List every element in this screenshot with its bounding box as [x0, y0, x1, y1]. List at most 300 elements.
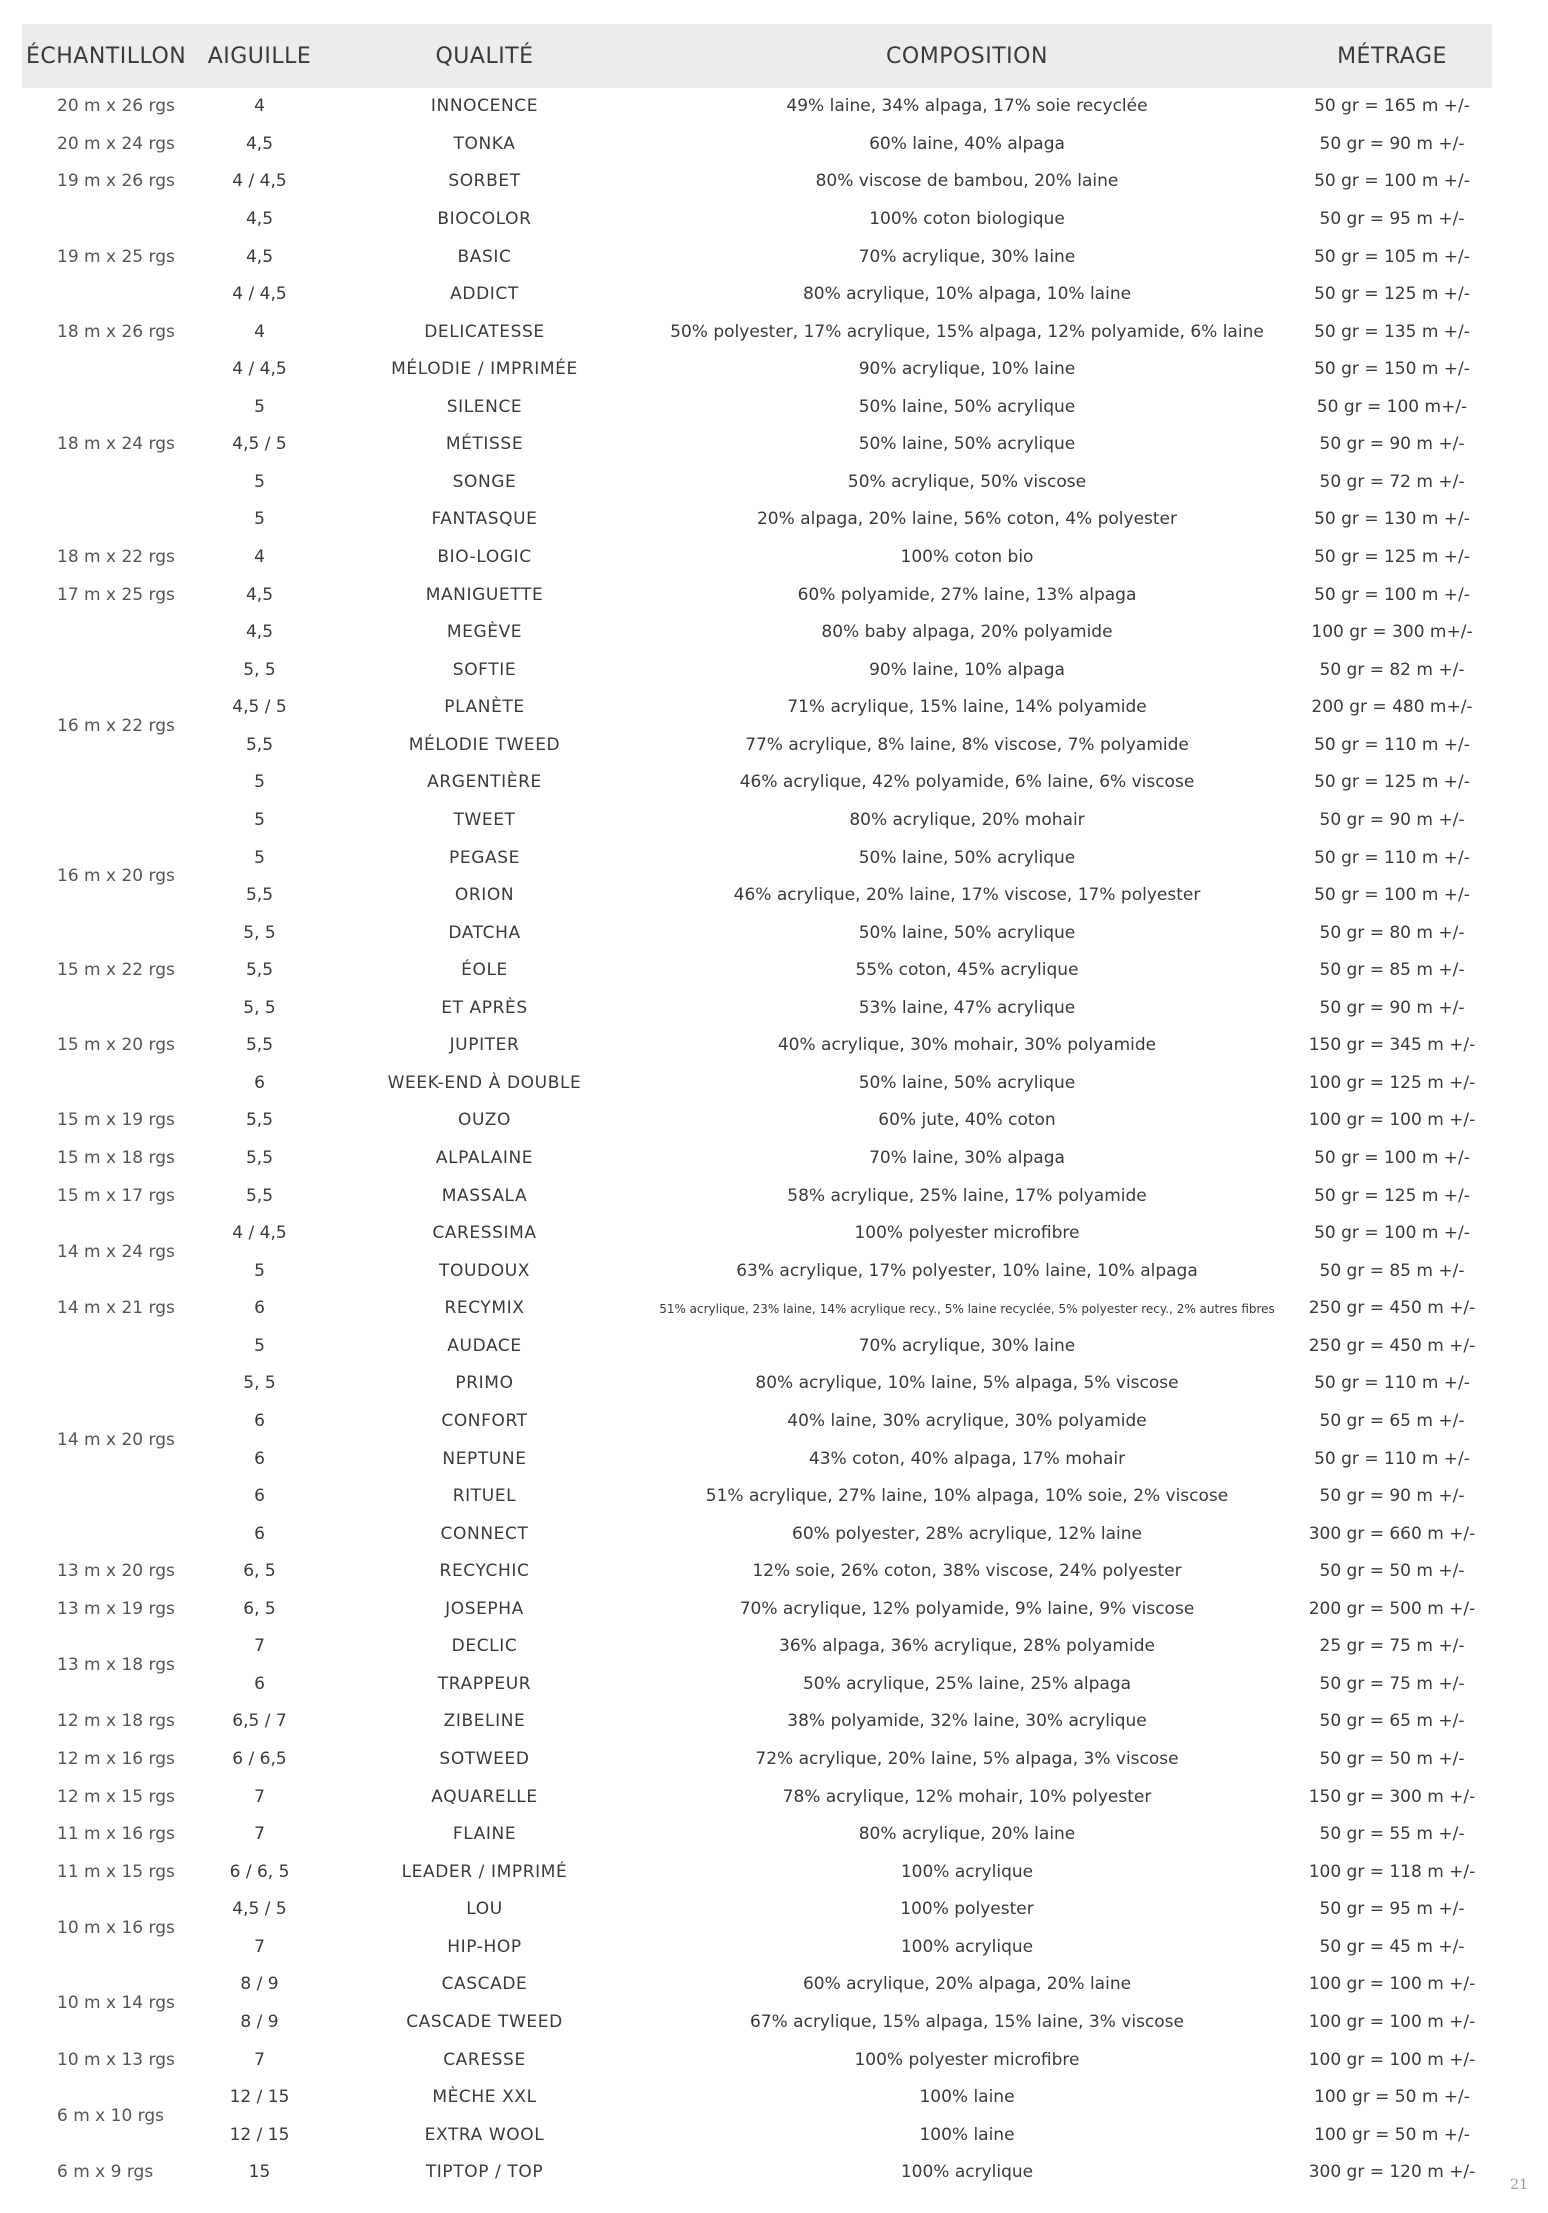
cell-needle: 5, 5: [243, 922, 276, 943]
cell-composition: 20% alpaga, 20% laine, 56% coton, 4% polyester: [756, 509, 1177, 530]
cell-needle: 5: [254, 1260, 265, 1281]
cell-quality: SILENCE: [446, 396, 523, 417]
cell-needle: 12 / 15: [229, 2087, 290, 2108]
yarn-table: [22, 24, 1492, 2192]
cell-composition: 77% acrylique, 8% laine, 8% viscose, 7% polyamide: [745, 734, 1189, 755]
cell-gauge: [22, 201, 192, 239]
table-row: [22, 426, 1492, 464]
header-composition: COMPOSITION: [642, 24, 1292, 88]
table-row: [22, 1966, 1492, 2004]
cell-needle: 4,5 / 5: [232, 697, 287, 718]
cell-quality: ET APRÈS: [441, 997, 528, 1018]
table-row: [22, 1515, 1492, 1553]
cell-composition: 50% laine, 50% acrylique: [858, 847, 1076, 868]
cell-gauge: 20 m x 26 rgs: [57, 96, 175, 117]
cell-composition: 80% baby alpaga, 20% polyamide: [821, 622, 1113, 643]
cell-composition: 70% laine, 30% alpaga: [869, 1148, 1065, 1169]
table-row: [22, 839, 1492, 877]
cell-quality: CONFORT: [441, 1410, 528, 1431]
table-row: [22, 1778, 1492, 1816]
cell-metrage: 300 gr = 120 m +/-: [1308, 2162, 1476, 2183]
header-aiguille: AIGUILLE: [192, 24, 327, 88]
cell-needle: 5,5: [245, 960, 274, 981]
table-row: [22, 276, 1492, 314]
cell-composition: 43% coton, 40% alpaga, 17% mohair: [808, 1448, 1126, 1469]
cell-gauge: [22, 764, 192, 802]
cell-composition: 50% acrylique, 25% laine, 25% alpaga: [802, 1673, 1132, 1694]
cell-quality: SOTWEED: [439, 1749, 530, 1770]
cell-quality: DELICATESSE: [424, 321, 545, 342]
table-row: [22, 88, 1492, 126]
cell-composition: 100% acrylique: [900, 1861, 1034, 1882]
cell-gauge: 6 m x 10 rgs: [57, 2105, 165, 2126]
cell-quality: BIOCOLOR: [437, 208, 532, 229]
cell-gauge: 10 m x 14 rgs: [57, 1993, 175, 2014]
table-row: [22, 2116, 1492, 2154]
cell-quality: WEEK-END À DOUBLE: [387, 1072, 582, 1093]
cell-needle: 5,5: [245, 1110, 274, 1131]
cell-composition: 70% acrylique, 30% laine: [858, 246, 1076, 267]
cell-metrage: 50 gr = 100 m +/-: [1314, 584, 1470, 605]
cell-metrage: 50 gr = 75 m +/-: [1319, 1673, 1465, 1694]
table-row: [22, 1929, 1492, 1967]
table-row: [22, 539, 1492, 577]
cell-needle: 4,5: [245, 246, 274, 267]
cell-composition: 60% polyester, 28% acrylique, 12% laine: [792, 1523, 1142, 1544]
cell-gauge: [22, 501, 192, 539]
cell-gauge: 12 m x 18 rgs: [57, 1711, 175, 1732]
cell-metrage: 50 gr = 90 m +/-: [1319, 809, 1465, 830]
cell-quality: DATCHA: [448, 922, 521, 943]
cell-quality: PRIMO: [455, 1373, 514, 1394]
cell-gauge: 15 m x 18 rgs: [57, 1148, 175, 1169]
cell-gauge: 13 m x 20 rgs: [57, 1561, 175, 1582]
cell-quality: CONNECT: [440, 1523, 529, 1544]
cell-composition: 36% alpaga, 36% acrylique, 28% polyamide: [779, 1636, 1155, 1657]
cell-quality: TONKA: [453, 133, 516, 154]
cell-quality: MÉLODIE / IMPRIMÉE: [391, 359, 578, 380]
cell-gauge: 15 m x 17 rgs: [57, 1185, 175, 1206]
table-header: [22, 24, 1492, 88]
cell-metrage: 100 gr = 118 m +/-: [1308, 1861, 1476, 1882]
cell-needle: 8 / 9: [240, 1974, 279, 1995]
table-row: [22, 1666, 1492, 1704]
cell-quality: ARGENTIÈRE: [427, 772, 542, 793]
table-row: [22, 464, 1492, 502]
cell-needle: 6 / 6,5: [232, 1749, 287, 1770]
table-row: [22, 990, 1492, 1028]
cell-composition: 100% coton bio: [900, 547, 1034, 568]
cell-composition: 55% coton, 45% acrylique: [855, 960, 1079, 981]
cell-metrage: 50 gr = 85 m +/-: [1319, 960, 1465, 981]
cell-needle: 5, 5: [243, 997, 276, 1018]
cell-metrage: 50 gr = 90 m +/-: [1319, 997, 1465, 1018]
cell-needle: 4: [254, 547, 265, 568]
cell-gauge: [22, 802, 192, 840]
cell-composition: 50% polyester, 17% acrylique, 15% alpaga, 12% polyamide, 6% laine: [670, 321, 1264, 342]
table-row: [22, 764, 1492, 802]
cell-needle: 5, 5: [243, 1373, 276, 1394]
cell-composition: 63% acrylique, 17% polyester, 10% laine, 10% alpaga: [736, 1260, 1198, 1281]
cell-gauge: 18 m x 24 rgs: [57, 434, 175, 455]
table-row: [22, 1252, 1492, 1290]
cell-composition: 78% acrylique, 12% mohair, 10% polyester: [782, 1786, 1152, 1807]
table-row: [22, 1403, 1492, 1441]
cell-needle: 4 / 4,5: [232, 171, 287, 192]
cell-needle: 6: [254, 1448, 265, 1469]
cell-metrage: 100 gr = 100 m +/-: [1308, 1110, 1476, 1131]
cell-gauge: [22, 464, 192, 502]
cell-needle: 5: [254, 1335, 265, 1356]
cell-gauge: [22, 351, 192, 389]
cell-needle: 5: [254, 471, 265, 492]
cell-metrage: 25 gr = 75 m +/-: [1319, 1636, 1465, 1657]
cell-metrage: 200 gr = 500 m +/-: [1308, 1598, 1476, 1619]
cell-needle: 6: [254, 1072, 265, 1093]
table-row: [22, 238, 1492, 276]
cell-metrage: 50 gr = 95 m +/-: [1319, 1899, 1465, 1920]
cell-quality: ÉOLE: [461, 960, 508, 981]
table-row: [22, 1328, 1492, 1366]
table-row: [22, 1065, 1492, 1103]
table-row: [22, 1553, 1492, 1591]
cell-quality: CASCADE: [441, 1974, 528, 1995]
cell-composition: 100% laine: [919, 2087, 1015, 2108]
cell-needle: 5,5: [245, 1035, 274, 1056]
cell-composition: 50% laine, 50% acrylique: [858, 434, 1076, 455]
cell-gauge: 17 m x 25 rgs: [57, 584, 175, 605]
cell-gauge: 16 m x 22 rgs: [57, 716, 175, 737]
cell-gauge: 20 m x 24 rgs: [57, 133, 175, 154]
cell-gauge: 16 m x 20 rgs: [57, 866, 175, 887]
cell-metrage: 150 gr = 345 m +/-: [1308, 1035, 1476, 1056]
cell-metrage: 250 gr = 450 m +/-: [1308, 1298, 1476, 1319]
cell-quality: AUDACE: [447, 1335, 522, 1356]
table-row: [22, 614, 1492, 652]
cell-needle: 5: [254, 396, 265, 417]
cell-metrage: 100 gr = 50 m +/-: [1314, 2124, 1470, 2145]
cell-quality: FLAINE: [452, 1824, 517, 1845]
cell-quality: MEGÈVE: [446, 622, 523, 643]
cell-quality: ALPALAINE: [435, 1148, 534, 1169]
cell-needle: 4,5: [245, 622, 274, 643]
cell-quality: NEPTUNE: [442, 1448, 527, 1469]
cell-needle: 4,5: [245, 133, 274, 154]
cell-metrage: 50 gr = 110 m +/-: [1314, 1373, 1470, 1394]
cell-quality: SORBET: [448, 171, 521, 192]
cell-metrage: 50 gr = 100 m +/-: [1314, 171, 1470, 192]
cell-quality: EXTRA WOOL: [424, 2124, 545, 2145]
cell-metrage: 50 gr = 110 m +/-: [1314, 847, 1470, 868]
cell-quality: CARESSE: [443, 2049, 526, 2070]
cell-composition: 38% polyamide, 32% laine, 30% acrylique: [787, 1711, 1147, 1732]
cell-composition: 100% laine: [919, 2124, 1015, 2145]
cell-gauge: 18 m x 26 rgs: [57, 321, 175, 342]
cell-composition: 80% viscose de bambou, 20% laine: [815, 171, 1119, 192]
cell-needle: 6, 5: [243, 1561, 276, 1582]
table-row: [22, 689, 1492, 727]
cell-composition: 80% acrylique, 10% laine, 5% alpaga, 5% viscose: [755, 1373, 1179, 1394]
table-row: [22, 1140, 1492, 1178]
cell-needle: 4 / 4,5: [232, 359, 287, 380]
cell-metrage: 50 gr = 100 m +/-: [1314, 1148, 1470, 1169]
cell-quality: FANTASQUE: [431, 509, 538, 530]
table-row: [22, 2154, 1492, 2192]
cell-metrage: 50 gr = 72 m +/-: [1319, 471, 1465, 492]
cell-metrage: 50 gr = 82 m +/-: [1319, 659, 1465, 680]
cell-needle: 6: [254, 1523, 265, 1544]
table-row: [22, 1891, 1492, 1929]
table-row: [22, 727, 1492, 765]
table-row: [22, 1177, 1492, 1215]
table-row: [22, 163, 1492, 201]
cell-needle: 12 / 15: [229, 2124, 290, 2145]
cell-metrage: 50 gr = 125 m +/-: [1314, 772, 1470, 793]
cell-quality: DECLIC: [451, 1636, 518, 1657]
cell-needle: 6,5 / 7: [232, 1711, 287, 1732]
cell-needle: 7: [254, 1636, 265, 1657]
table-row: [22, 351, 1492, 389]
cell-quality: RECYCHIC: [439, 1561, 530, 1582]
cell-quality: TIPTOP / TOP: [425, 2162, 544, 2183]
cell-gauge: [22, 276, 192, 314]
cell-composition: 49% laine, 34% alpaga, 17% soie recyclée: [786, 96, 1148, 117]
cell-needle: 4 / 4,5: [232, 284, 287, 305]
cell-quality: ORION: [454, 885, 515, 906]
table-row: [22, 2079, 1492, 2117]
cell-metrage: 50 gr = 90 m +/-: [1319, 133, 1465, 154]
cell-needle: 4: [254, 321, 265, 342]
cell-needle: 4: [254, 96, 265, 117]
table-row: [22, 576, 1492, 614]
cell-composition: 80% acrylique, 20% laine: [858, 1824, 1076, 1845]
cell-metrage: 100 gr = 50 m +/-: [1314, 2087, 1470, 2108]
cell-composition: 100% acrylique: [900, 2162, 1034, 2183]
cell-composition: 60% laine, 40% alpaga: [869, 133, 1065, 154]
cell-composition: 100% polyester: [900, 1899, 1034, 1920]
cell-needle: 7: [254, 1786, 265, 1807]
cell-quality: ADDICT: [450, 284, 519, 305]
cell-needle: 15: [248, 2162, 271, 2183]
cell-composition: 40% acrylique, 30% mohair, 30% polyamide: [777, 1035, 1157, 1056]
cell-gauge: 15 m x 22 rgs: [57, 960, 175, 981]
cell-needle: 6: [254, 1410, 265, 1431]
cell-quality: LEADER / IMPRIMÉ: [401, 1861, 568, 1882]
cell-quality: JOSEPHA: [445, 1598, 524, 1619]
cell-composition: 90% laine, 10% alpaga: [869, 659, 1065, 680]
cell-needle: 5: [254, 809, 265, 830]
table-row: [22, 2004, 1492, 2042]
cell-metrage: 50 gr = 55 m +/-: [1319, 1824, 1465, 1845]
cell-metrage: 50 gr = 95 m +/-: [1319, 208, 1465, 229]
cell-composition: 50% acrylique, 50% viscose: [847, 471, 1087, 492]
table-row: [22, 1440, 1492, 1478]
cell-gauge: 15 m x 19 rgs: [57, 1110, 175, 1131]
cell-metrage: 100 gr = 100 m +/-: [1308, 2049, 1476, 2070]
cell-needle: 4 / 4,5: [232, 1223, 287, 1244]
cell-quality: JUPITER: [449, 1035, 520, 1056]
cell-metrage: 250 gr = 450 m +/-: [1308, 1335, 1476, 1356]
cell-quality: INNOCENCE: [430, 96, 539, 117]
cell-gauge: 18 m x 22 rgs: [57, 547, 175, 568]
cell-needle: 5,5: [245, 734, 274, 755]
cell-needle: 6: [254, 1673, 265, 1694]
cell-composition: 72% acrylique, 20% laine, 5% alpaga, 3% viscose: [755, 1749, 1179, 1770]
table-row: [22, 201, 1492, 239]
cell-quality: MÉTISSE: [445, 434, 524, 455]
table-row: [22, 313, 1492, 351]
table-row: [22, 501, 1492, 539]
cell-needle: 4,5 / 5: [232, 434, 287, 455]
cell-metrage: 150 gr = 300 m +/-: [1308, 1786, 1476, 1807]
cell-metrage: 50 gr = 85 m +/-: [1319, 1260, 1465, 1281]
table-row: [22, 1703, 1492, 1741]
cell-composition: 60% jute, 40% coton: [878, 1110, 1056, 1131]
cell-gauge: 12 m x 15 rgs: [57, 1786, 175, 1807]
cell-composition: 70% acrylique, 30% laine: [858, 1335, 1076, 1356]
cell-gauge: [22, 1065, 192, 1103]
cell-metrage: 300 gr = 660 m +/-: [1308, 1523, 1476, 1544]
table-row: [22, 2041, 1492, 2079]
cell-needle: 5,5: [245, 1148, 274, 1169]
cell-quality: OUZO: [458, 1110, 511, 1131]
cell-metrage: 100 gr = 100 m +/-: [1308, 1974, 1476, 1995]
cell-quality: LOU: [466, 1899, 503, 1920]
cell-gauge: [22, 651, 192, 689]
cell-composition: 58% acrylique, 25% laine, 17% polyamide: [787, 1185, 1147, 1206]
table-row: [22, 952, 1492, 990]
cell-metrage: 50 gr = 90 m +/-: [1319, 1486, 1465, 1507]
header-echantillon: ÉCHANTILLON: [22, 24, 192, 88]
table-row: [22, 877, 1492, 915]
table-row: [22, 1741, 1492, 1779]
cell-metrage: 50 gr = 65 m +/-: [1319, 1711, 1465, 1732]
cell-needle: 6: [254, 1298, 265, 1319]
cell-gauge: 13 m x 19 rgs: [57, 1598, 175, 1619]
cell-metrage: 50 gr = 165 m +/-: [1314, 96, 1470, 117]
cell-quality: ZIBELINE: [443, 1711, 526, 1732]
cell-gauge: [22, 389, 192, 427]
cell-needle: 6: [254, 1486, 265, 1507]
cell-quality: PEGASE: [449, 847, 520, 868]
cell-gauge: 11 m x 15 rgs: [57, 1861, 175, 1882]
cell-quality: MASSALA: [441, 1185, 528, 1206]
cell-composition: 71% acrylique, 15% laine, 14% polyamide: [787, 697, 1147, 718]
cell-metrage: 100 gr = 300 m+/-: [1311, 622, 1473, 643]
page-number: 21: [1510, 2177, 1528, 2193]
cell-composition: 51% acrylique, 23% laine, 14% acrylique recy., 5% laine recyclée, 5% polyester recy., 2% autres fibres: [659, 1301, 1275, 1316]
cell-composition: 46% acrylique, 20% laine, 17% viscose, 17% polyester: [733, 885, 1201, 906]
table-row: [22, 1215, 1492, 1253]
cell-metrage: 50 gr = 110 m +/-: [1314, 1448, 1470, 1469]
table-row: [22, 914, 1492, 952]
cell-needle: 5: [254, 772, 265, 793]
cell-composition: 70% acrylique, 12% polyamide, 9% laine, 9% viscose: [739, 1598, 1195, 1619]
header-metrage: MÉTRAGE: [1292, 24, 1492, 88]
cell-quality: TOUDOUX: [439, 1260, 530, 1281]
table-row: [22, 651, 1492, 689]
cell-needle: 5: [254, 847, 265, 868]
cell-needle: 7: [254, 2049, 265, 2070]
cell-metrage: 50 gr = 125 m +/-: [1314, 1185, 1470, 1206]
cell-gauge: 12 m x 16 rgs: [57, 1749, 175, 1770]
table-row: [22, 1027, 1492, 1065]
cell-quality: HIP-HOP: [447, 1936, 522, 1957]
cell-composition: 67% acrylique, 15% alpaga, 15% laine, 3% viscose: [749, 2011, 1184, 2032]
cell-metrage: 50 gr = 110 m +/-: [1314, 734, 1470, 755]
cell-gauge: [22, 914, 192, 952]
cell-gauge: 13 m x 18 rgs: [57, 1655, 175, 1676]
cell-gauge: 14 m x 20 rgs: [57, 1429, 175, 1450]
cell-gauge: 10 m x 16 rgs: [57, 1918, 175, 1939]
cell-metrage: 50 gr = 130 m +/-: [1314, 509, 1470, 530]
header-row: [22, 24, 1492, 88]
cell-gauge: 10 m x 13 rgs: [57, 2049, 175, 2070]
cell-composition: 51% acrylique, 27% laine, 10% alpaga, 10% soie, 2% viscose: [705, 1486, 1229, 1507]
cell-composition: 100% polyester microfibre: [854, 1223, 1080, 1244]
cell-composition: 60% polyamide, 27% laine, 13% alpaga: [797, 584, 1137, 605]
cell-composition: 50% laine, 50% acrylique: [858, 922, 1076, 943]
table-row: [22, 389, 1492, 427]
cell-quality: RECYMIX: [444, 1298, 525, 1319]
cell-needle: 7: [254, 1824, 265, 1845]
cell-metrage: 50 gr = 80 m +/-: [1319, 922, 1465, 943]
cell-metrage: 50 gr = 100 m+/-: [1316, 396, 1468, 417]
cell-needle: 6 / 6, 5: [229, 1861, 290, 1882]
table-row: [22, 802, 1492, 840]
table-row: [22, 1365, 1492, 1403]
table-row: [22, 1102, 1492, 1140]
header-qualite: QUALITÉ: [327, 24, 642, 88]
cell-composition: 100% polyester microfibre: [854, 2049, 1080, 2070]
cell-quality: RITUEL: [452, 1486, 517, 1507]
cell-composition: 50% laine, 50% acrylique: [858, 396, 1076, 417]
cell-quality: AQUARELLE: [431, 1786, 538, 1807]
cell-needle: 5, 5: [243, 659, 276, 680]
cell-quality: CARESSIMA: [432, 1223, 537, 1244]
table-row: [22, 1290, 1492, 1328]
cell-gauge: [22, 990, 192, 1028]
cell-metrage: 100 gr = 100 m +/-: [1308, 2011, 1476, 2032]
cell-composition: 80% acrylique, 20% mohair: [849, 809, 1085, 830]
cell-metrage: 50 gr = 50 m +/-: [1319, 1561, 1465, 1582]
cell-gauge: 14 m x 21 rgs: [57, 1298, 175, 1319]
cell-needle: 5,5: [245, 885, 274, 906]
cell-composition: 53% laine, 47% acrylique: [858, 997, 1076, 1018]
cell-gauge: 11 m x 16 rgs: [57, 1824, 175, 1845]
cell-composition: 100% coton biologique: [869, 208, 1065, 229]
cell-needle: 8 / 9: [240, 2011, 279, 2032]
cell-needle: 5: [254, 509, 265, 530]
table-row: [22, 1816, 1492, 1854]
cell-metrage: 50 gr = 65 m +/-: [1319, 1410, 1465, 1431]
cell-needle: 7: [254, 1936, 265, 1957]
cell-needle: 4,5: [245, 208, 274, 229]
cell-gauge: 15 m x 20 rgs: [57, 1035, 175, 1056]
table-row: [22, 1591, 1492, 1629]
cell-composition: 100% acrylique: [900, 1936, 1034, 1957]
cell-composition: 46% acrylique, 42% polyamide, 6% laine, 6% viscose: [739, 772, 1195, 793]
cell-quality: CASCADE TWEED: [406, 2011, 563, 2032]
cell-needle: 6, 5: [243, 1598, 276, 1619]
cell-composition: 50% laine, 50% acrylique: [858, 1072, 1076, 1093]
cell-composition: 12% soie, 26% coton, 38% viscose, 24% polyester: [752, 1561, 1182, 1582]
cell-metrage: 50 gr = 150 m +/-: [1314, 359, 1470, 380]
cell-quality: SOFTIE: [452, 659, 517, 680]
cell-metrage: 50 gr = 125 m +/-: [1314, 547, 1470, 568]
cell-metrage: 50 gr = 100 m +/-: [1314, 885, 1470, 906]
cell-gauge: 19 m x 25 rgs: [57, 246, 175, 267]
